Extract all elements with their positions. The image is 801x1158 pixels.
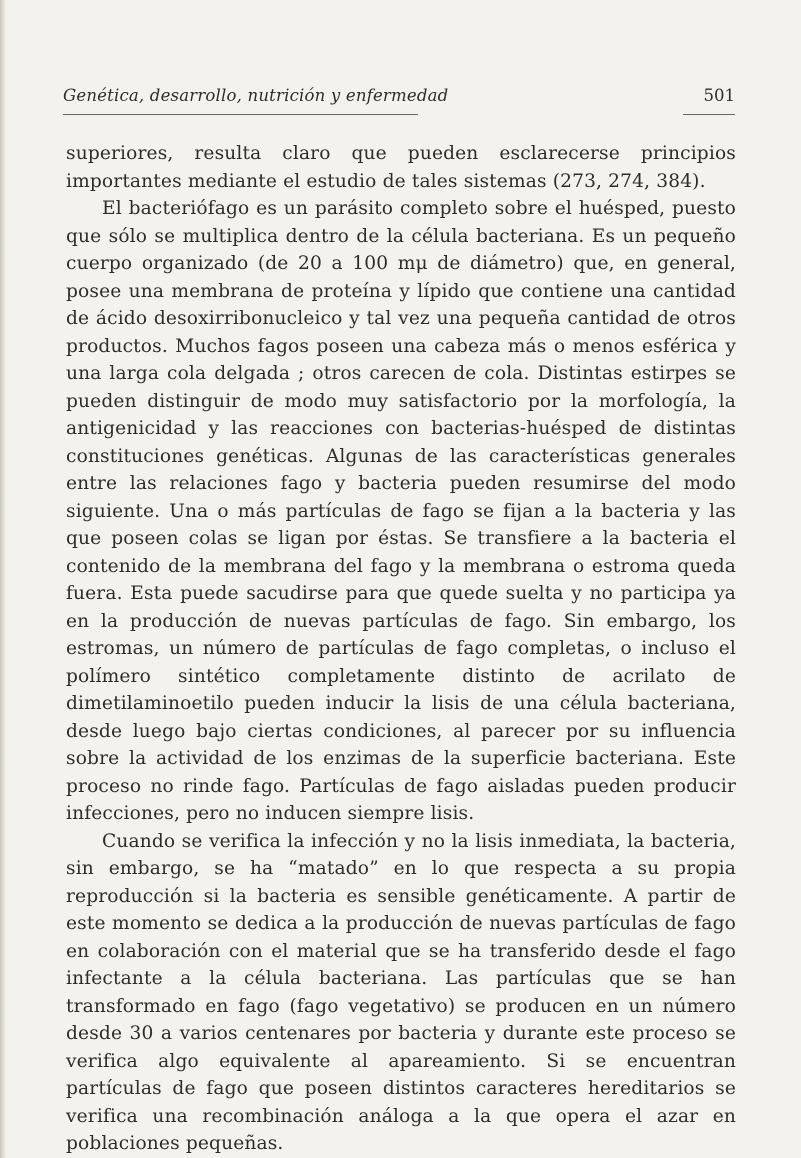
running-title: Genética, desarrollo, nutrición y enfermedad — [63, 86, 449, 105]
paragraph-continuation: superiores, resulta claro que pueden esclarecerse principios importantes mediante el estudio de tales sistemas (273, 274, 384). — [66, 143, 736, 192]
page-edge-shadow — [0, 0, 6, 1158]
paragraph-infection: Cuando se verifica la infección y no la lisis inmediata, la bacteria, sin embargo, se ha “matado” en lo que respecta a su propia reproducción si la bacteria es sensible genéticamente. A partir de este momento se dedica a la producción de nuevas partículas de fago en colaboración con el material que se ha transferido desde el fago infectante a la célula bacteriana. Las partículas que se han transformado en fago (fago vegetativo) se producen en un número desde 30 a varios centenares por bacteria y durante este proceso se verifica algo equivalente al apareamiento. Si se encuentran partículas de fago que poseen distintos caracteres hereditarios se verifica una recombinación análoga a la que opera el azar en poblaciones pequeñas. — [66, 830, 736, 1154]
body-text — [66, 140, 736, 1158]
header-rule-left — [63, 114, 418, 115]
page-number: 501 — [703, 86, 735, 105]
page-header — [63, 86, 735, 120]
header-rule-right — [683, 114, 735, 115]
paragraph-bacteriophage: El bacteriófago es un parásito completo sobre el huésped, puesto que sólo se multiplica dentro de la célula bacteriana. Es un pequeño cuerpo organizado (de 20 a 100 mμ de diámetro) que, en general, posee una membrana de proteína y lípido que contiene una cantidad de ácido desoxirribonucleico y tal vez una pequeña cantidad de otros productos. Muchos fagos poseen una cabeza más o menos esférica y una larga cola delgada ; otros carecen de cola. Distintas estirpes se pueden distinguir de modo muy satisfactorio por la morfología, la antigenicidad y las reacciones con bacterias-huésped de distintas constituciones genéticas. Algunas de las características generales entre las relaciones fago y bacteria pueden resumirse del modo siguiente. Una o más partículas de fago se fijan a la bacteria y las que poseen colas se ligan por éstas. Se transfiere a la bacteria el contenido de la membrana del fago y la membrana o estroma queda fuera. Esta puede sacudirse para que quede suelta y no participa ya en la producción de nuevas partículas de fago. Sin embargo, los estromas, un número de partículas de fago completas, o incluso el polímero sintético completamente distinto de acrilato de dimetilaminoetilo pueden inducir la lisis de una célula bacteriana, desde luego bajo ciertas condiciones, al parecer por su influencia sobre la actividad de los enzimas de la superficie bacteriana. Este proceso no rinde fago. Partículas de fago aisladas pueden producir infecciones, pero no inducen siempre lisis. — [66, 198, 736, 824]
